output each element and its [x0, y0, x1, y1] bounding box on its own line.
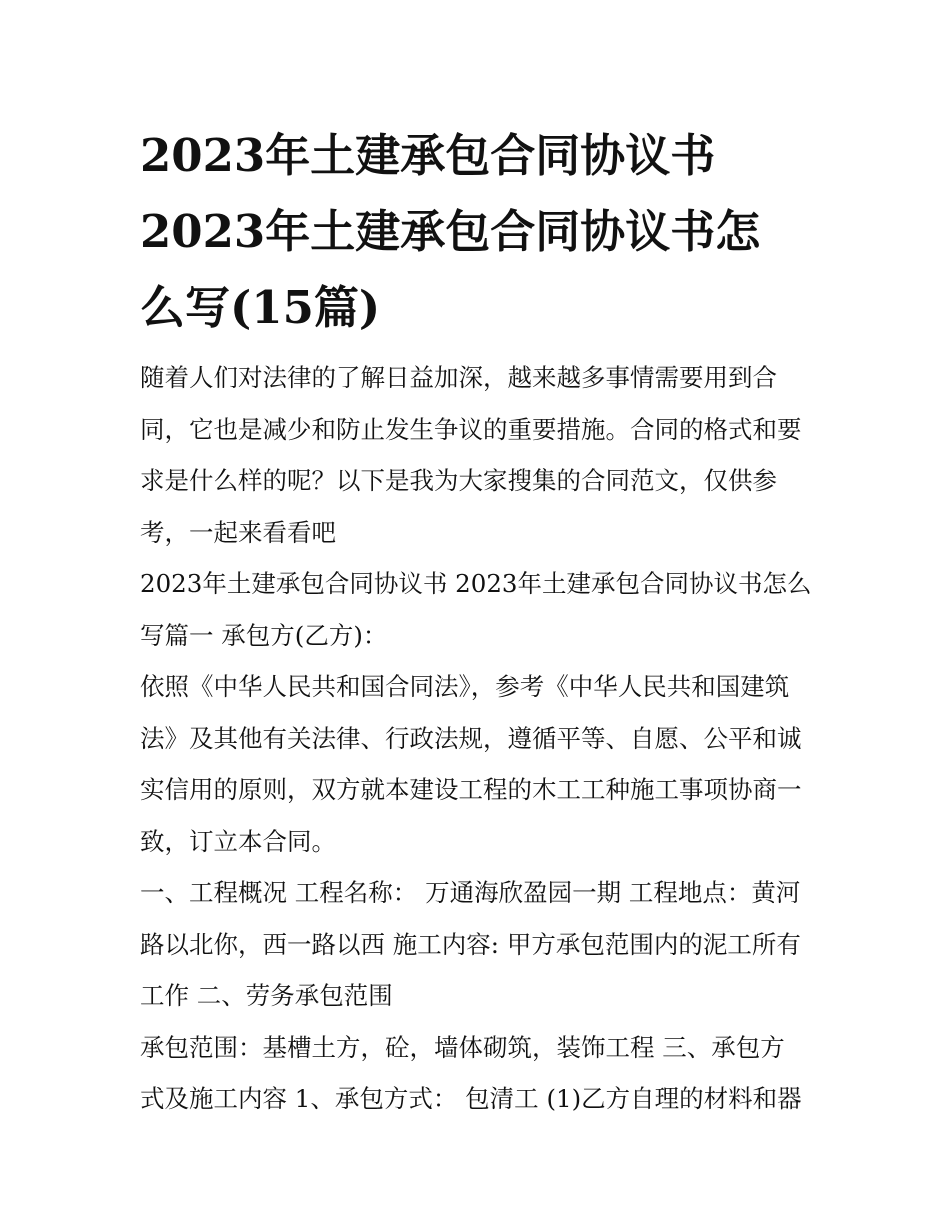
text-line: 依照《中华人民共和国合同法》，参考《中华人民共和国建筑	[140, 672, 790, 701]
text-line: 路以北你，西一路以西 施工内容: 甲方承包范围内的泥工所有	[140, 929, 801, 959]
text-line: 法》及其他有关法律、行政法规，遵循平等、自愿、公平和诚	[140, 723, 802, 753]
document-page	[140, 118, 820, 1125]
text-line: 随着人们对法律的了解日益加深，越来越多事情需要用到合	[140, 363, 777, 392]
project-overview-paragraph	[140, 867, 820, 1022]
text-line: 同，它也是减少和防止发生争议的重要措施。合同的格式和要	[140, 414, 802, 444]
text-line: 承包范围：基槽土方，砼，墙体砌筑，装饰工程 三、承包方	[140, 1032, 785, 1062]
text-line: 致，订立本合同。	[140, 826, 336, 856]
title-line: 2023年土建承包合同协议书怎	[140, 205, 761, 258]
title-line: 么写(15篇)	[140, 281, 381, 334]
text-line: 工作 二、劳务承包范围	[140, 981, 393, 1010]
legal-basis-paragraph	[140, 661, 820, 867]
text-line: 写篇一 承包方(乙方)：	[140, 620, 388, 650]
text-line: 式及施工内容 1、承包方式： 包清工 (1)乙方自理的材料和器	[140, 1084, 802, 1113]
text-line: 一、工程概况 工程名称： 万通海欣盈园一期 工程地点：黄河	[140, 878, 801, 907]
text-line: 求是什么样的呢？以下是我为大家搜集的合同范文，仅供参	[140, 466, 777, 495]
scope-paragraph	[140, 1022, 820, 1125]
text-line: 考，一起来看看吧	[140, 517, 336, 547]
document-title	[140, 118, 820, 346]
text-line: 实信用的原则，双方就本建设工程的木工工种施工事项协商一	[140, 775, 802, 804]
intro-paragraph	[140, 352, 820, 558]
text-line: 2023年土建承包合同协议书 2023年土建承包合同协议书怎么	[140, 569, 812, 598]
title-line: 2023年土建承包合同协议书	[140, 129, 716, 182]
section-heading-paragraph	[140, 558, 820, 661]
